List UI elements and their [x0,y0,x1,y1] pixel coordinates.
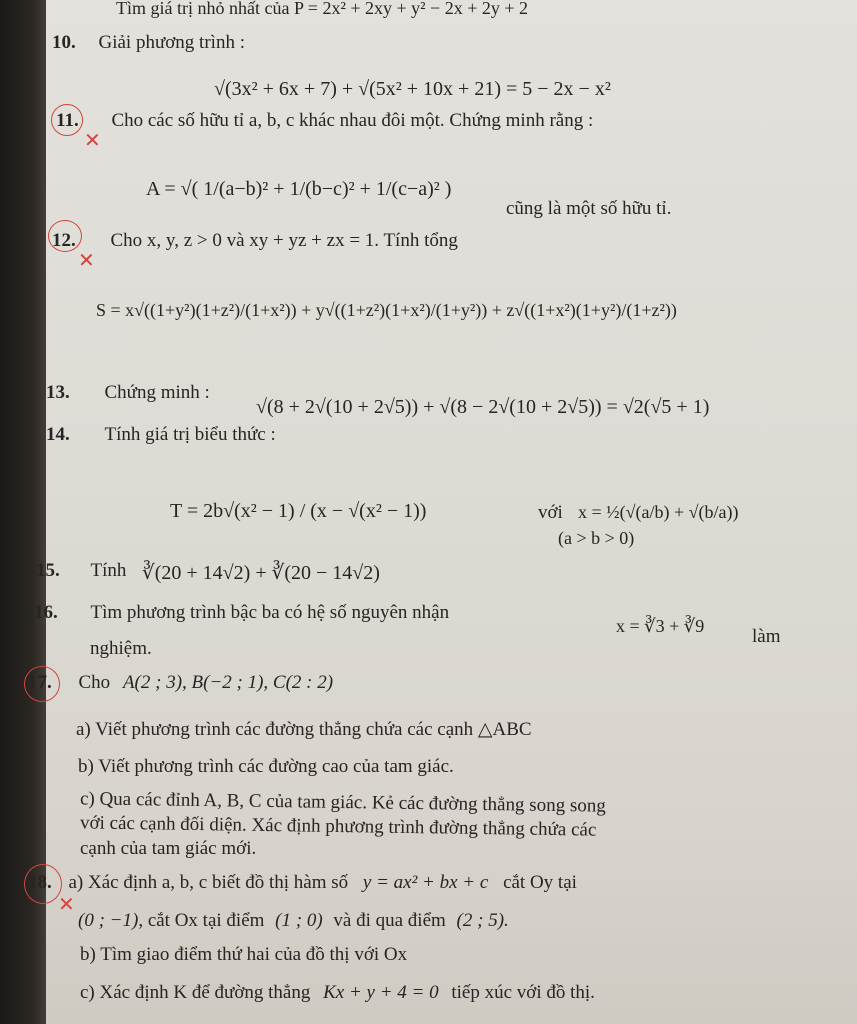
text: , cắt Ox tại điểm [138,910,265,931]
problem-15 [36,560,126,582]
problem-text: Tìm phương trình bậc ba có hệ số nguyên nhận [90,602,450,623]
formula-14-x: x = ½(√(a/b) + √(b/a)) [578,502,739,522]
problem-18-a1: a) Xác định a, b, c biết đồ thị hàm số [68,872,349,893]
text: c) Xác định K để đường thẳng [80,982,311,1003]
formula-15: ∛(20 + 14√2) + ∛(20 − 14√2) [142,562,380,584]
formula-18-line: Kx + y + 4 = 0 [323,982,439,1003]
problem-text: Cho các số hữu tỉ a, b, c khác nhau đôi một. Chứng minh rằng : [111,110,594,131]
formula-10: √(3x² + 6x + 7) + √(5x² + 10x + 21) = 5 − 2x − x² [214,78,611,100]
formula-14: T = 2b√(x² − 1) / (x − √(x² − 1)) [170,500,427,522]
formula-11: A = √( 1/(a−b)² + 1/(b−c)² + 1/(c−a)² ) [146,178,452,200]
problem-number: 17. [28,672,52,693]
problem-17-c1: c) Qua các đỉnh A, B, C của tam giác. Kẻ các đường thẳng song song [79,788,606,817]
problem-16-line2: nghiệm. [90,638,152,659]
formula-18-function: y = ax² + bx + c [362,872,489,893]
point-ox: (1 ; 0) [275,910,323,931]
problem-10 [52,32,245,54]
worksheet-page [28,0,857,1024]
problem-18-a1-tail: cắt Oy tại [503,872,577,893]
problem-number: 15. [36,560,60,581]
problem-14 [46,424,276,446]
point-through: (2 ; 5). [456,910,509,931]
formula-13: √(8 + 2√(10 + 2√5)) + √(8 − 2√(10 + 2√5)) = √2(√5 + 1) [256,396,710,418]
problem-11 [56,110,593,132]
problem-16-tail: làm [752,626,781,647]
problem-number: 10. [52,32,76,53]
red-x-mark: ✕ [58,892,75,916]
red-x-mark: ✕ [84,128,101,152]
problem-17-a: a) Viết phương trình các đường thẳng chứa các cạnh △ABC [76,719,532,740]
text: tiếp xúc với đồ thị. [451,982,595,1003]
problem-text: Tính [90,560,127,581]
problem-13 [46,382,210,404]
problem-number: 12. [52,230,76,251]
problem-text: Tính giá trị biểu thức : [104,424,276,445]
header-text: Tìm giá trị nhỏ nhất của P = 2x² + 2xy + y² − 2x + 2y + 2 [116,0,528,18]
problem-12 [52,230,458,252]
formula-16: x = ∛3 + ∛9 [616,616,705,636]
problem-text: Cho [78,672,111,693]
problem-number: 18. [28,872,52,893]
point-oy: (0 ; −1) [78,910,139,931]
formula-14-condition: (a > b > 0) [558,528,635,548]
problem-17 [28,672,333,694]
formula-17: A(2 ; 3), B(−2 ; 1), C(2 : 2) [122,672,334,693]
problem-17-c2: với các cạnh đối diện. Xác định phương trình đường thẳng chứa các [79,812,597,841]
problem-18 [28,872,577,894]
problem-number: 11. [56,110,79,131]
problem-16 [34,602,449,624]
red-x-mark: ✕ [78,248,95,272]
problem-18-a2 [78,910,509,932]
problem-18-c [80,982,595,1004]
problem-text: Giải phương trình : [98,32,245,53]
problem-11-tail: cũng là một số hữu tỉ. [506,198,672,219]
text: và đi qua điểm [333,910,446,931]
problem-number: 16. [34,602,58,623]
problem-number: 13. [46,382,70,403]
problem-text: Chứng minh : [104,382,210,403]
problem-17-b: b) Viết phương trình các đường cao của tam giác. [78,756,454,777]
problem-18-b: b) Tìm giao điểm thứ hai của đồ thị với Ox [80,944,408,965]
problem-14-with: với [538,502,563,523]
problem-number: 14. [46,424,70,445]
formula-12: S = x√((1+y²)(1+z²)/(1+x²)) + y√((1+z²)(1+x²)/(1+y²)) + z√((1+x²)(1+y²)/(1+z²)) [96,300,677,320]
problem-text: Cho x, y, z > 0 và xy + yz + zx = 1. Tính tổng [110,230,458,251]
problem-17-c3: cạnh của tam giác mới. [80,838,257,859]
